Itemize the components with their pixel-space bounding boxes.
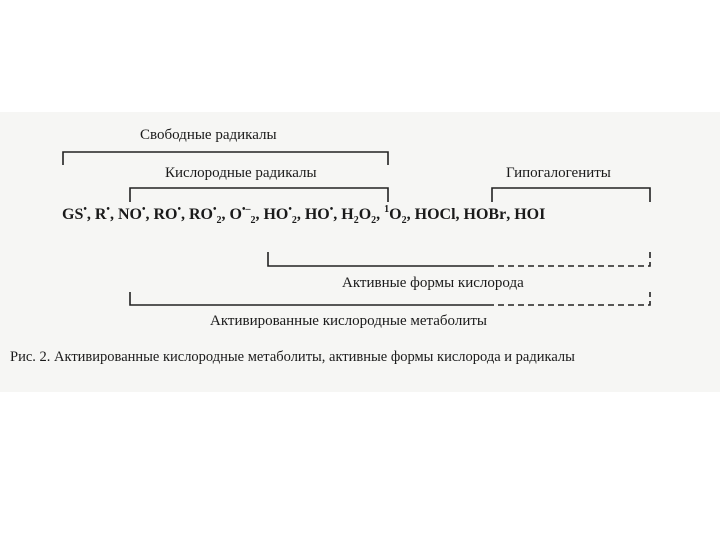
species-no: NO•, [117, 204, 150, 223]
label-hypohalites: Гипогалогениты [506, 165, 611, 181]
species-r: R•, [94, 204, 114, 223]
species-hocl: HOCl, [414, 206, 460, 223]
species-hobr: HOBr, [463, 206, 511, 223]
species-ho2: $HO^•_2$, [263, 204, 301, 226]
species-superoxide: $O^{•-}_2$, [229, 204, 260, 226]
species-formula-line [62, 205, 545, 226]
bracket-ros-dashed [488, 252, 650, 266]
bracket-aom-solid [130, 292, 488, 305]
bracket-aom-dashed [488, 292, 650, 305]
label-free-radicals: Свободные радикалы [140, 127, 277, 143]
species-singlet-oxygen: $^1O_2$, [384, 204, 411, 226]
label-reactive-oxygen-species: Активные формы кислорода [342, 275, 524, 291]
label-activated-oxygen-metabolites: Активированные кислородные метаболиты [210, 313, 487, 329]
species-gs: GS•, [62, 204, 91, 223]
label-oxygen-radicals: Кислородные радикалы [165, 165, 317, 181]
species-ho: HO•, [304, 204, 338, 223]
bracket-oxygen-radicals [130, 188, 388, 202]
species-ro2: $RO^•_2$, [188, 204, 226, 226]
bracket-hypohalites [492, 188, 650, 202]
bracket-ros-solid [268, 252, 488, 266]
species-hoi: HOI [514, 206, 546, 223]
figure-caption: Рис. 2. Активированные кислородные метаболиты, активные формы кислорода и радикалы [10, 349, 575, 365]
species-h2o2: $H_2O_2$, [341, 206, 381, 226]
species-ro: RO•, [153, 204, 185, 223]
bracket-free-radicals [63, 152, 388, 165]
